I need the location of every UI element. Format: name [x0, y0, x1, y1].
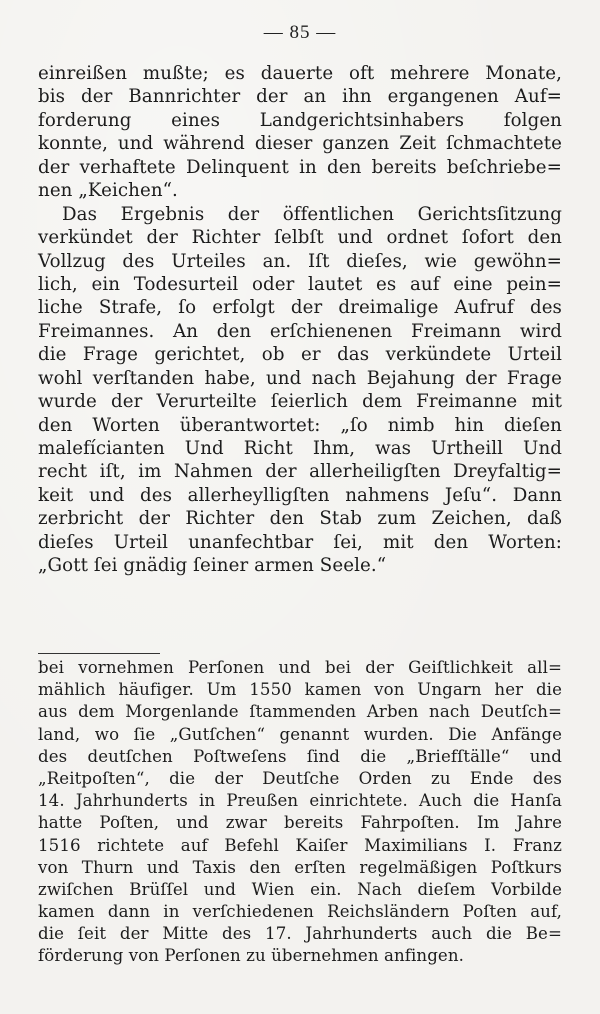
footnote-line: 1516 richtete auf Befehl Kaiſer Maximilians I. Franz	[38, 835, 562, 855]
text-line: die Frage gerichtet, ob er das verkündete Urteil	[38, 344, 562, 366]
text-line: verkündet der Richter ſelbſt und ordnet ſofort den	[38, 227, 562, 249]
footnote-divider	[38, 653, 160, 654]
text-line: recht iſt, im Nahmen der allerheiligſten Dreyfaltig=	[38, 461, 562, 483]
text-line: wohl verſtanden habe, und nach Bejahung der Frage	[38, 367, 562, 389]
paragraph-2	[38, 203, 562, 578]
footnote-line: bei vornehmen Perſonen und bei der Geiſtlichkeit all=	[38, 658, 562, 677]
text-line: konnte, und während dieser ganzen Zeit ſchmachtete	[38, 133, 562, 155]
text-line: bis der Bannrichter der an ihn ergangenen Auf=	[38, 86, 562, 108]
page-number: — 85 —	[263, 22, 337, 43]
footnote-line: „Reitpoſten“, die der Deutſche Orden zu Ende des	[38, 768, 562, 788]
footnote-line: von Thurn und Taxis den erſten regelmäßigen Poſtkurs	[38, 857, 562, 877]
text-line: dieſes Urteil unanfechtbar ſei, mit den Worten:	[38, 531, 562, 553]
paragraph-1	[38, 62, 562, 203]
text-line: Freimannes. An den erſchienenen Freimann wird	[38, 320, 562, 342]
text-line: zerbricht der Richter den Stab zum Zeichen, daß	[38, 508, 562, 530]
text-line: der verhaftete Delinquent in den bereits beſchriebe=	[38, 156, 562, 178]
footnote-text	[38, 657, 562, 968]
text-line: wurde der Verurteilte ſeierlich dem Freimanne mit	[38, 391, 562, 413]
footnote-line: kamen dann in verſchiedenen Reichsländern Poſten auf,	[38, 902, 562, 922]
text-line: keit und des allerheylligſten nahmens Jeſu“. Dann	[38, 484, 562, 506]
text-line: einreißen mußte; es dauerte oft mehrere Monate,	[38, 63, 562, 84]
text-line: „Gott ſei gnädig ſeiner armen Seele.“	[38, 555, 387, 577]
text-line: nen „Keichen“.	[38, 180, 178, 202]
text-line: lich, ein Todesurteil oder lautet es auf eine pein=	[38, 273, 562, 295]
footnote-line: zwiſchen Brüſſel und Wien ein. Nach dieſem Vorbilde	[38, 879, 562, 899]
footnote-line: hatte Poſten, und zwar bereits Fahrpoſten. Im Jahre	[38, 813, 562, 833]
footnote-line: aus dem Morgenlande ſtammenden Arben nach Deutſch=	[38, 702, 562, 722]
footnote-line: 14. Jahrhunderts in Preußen einrichtete. Auch die Hanſa	[38, 791, 562, 811]
text-line: Das Ergebnis der öffentlichen Gerichtsſitzung	[62, 203, 562, 225]
text-line: Vollzug des Urteiles an. Iſt dieſes, wie gewöhn=	[38, 250, 562, 272]
main-text-body	[38, 62, 562, 578]
text-line: forderung eines Landgerichtsinhabers folgen	[38, 109, 562, 131]
footnote-line: die ſeit der Mitte des 17. Jahrhunderts auch die Be=	[38, 924, 562, 944]
text-line: liche Strafe, ſo erfolgt der dreimalige Aufruf des	[38, 297, 562, 319]
footnote-line: des deutſchen Poſtweſens ſind die „Briefſtälle“ und	[38, 746, 562, 766]
text-line: malefícianten Und Richt Ihm, was Urtheill Und	[38, 438, 562, 459]
footnote-line: mählich häufiger. Um 1550 kamen von Ungarn her die	[38, 680, 562, 700]
text-line: den Worten überantwortet: „ſo nimb hin dieſen	[38, 414, 562, 436]
footnote-line: land, wo ſie „Gutſchen“ genannt wurden. Die Anfänge	[38, 724, 562, 744]
footnote-line: förderung von Perſonen zu übernehmen anfingen.	[38, 946, 465, 966]
